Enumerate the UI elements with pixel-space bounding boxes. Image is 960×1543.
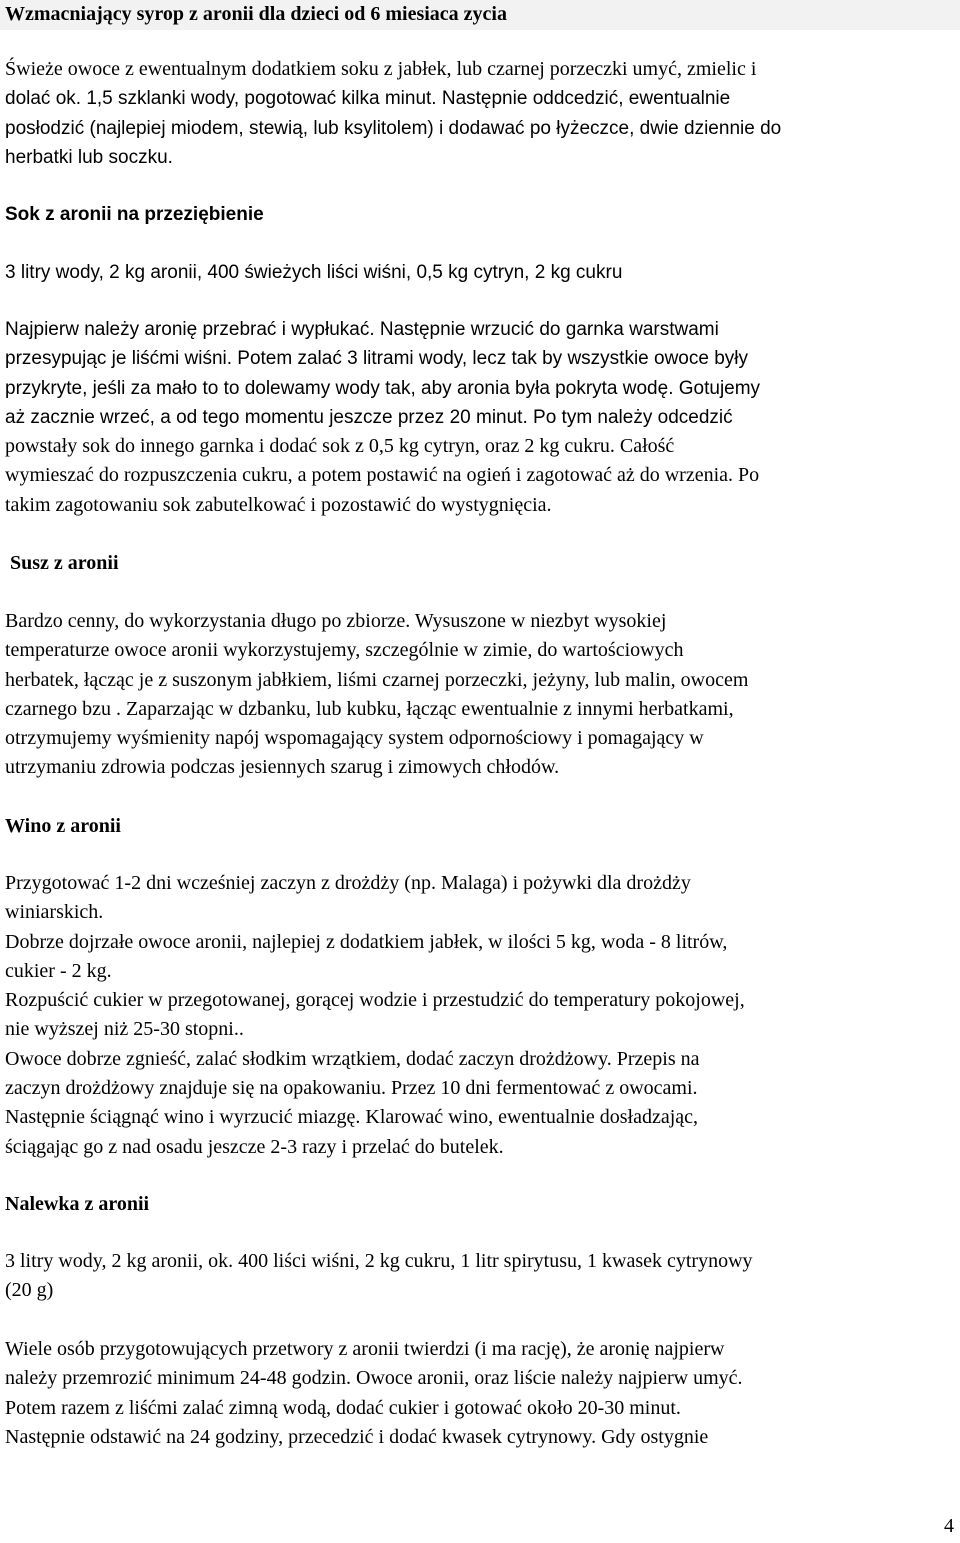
recipe-body-liqueur xyxy=(5,1335,957,1452)
text-line: (20 g) xyxy=(5,1279,54,1302)
text-line: Owoce dobrze zgnieść, zalać słodkim wrzątkiem, dodać zaczyn drożdżowy. Przepis na xyxy=(5,1047,700,1070)
text-line: ściągając go z nad osadu jeszcze 2-3 razy i przelać do butelek. xyxy=(5,1135,504,1158)
text-line: Następnie odstawić na 24 godziny, przecedzić i dodać kwasek cytrynowy. Gdy ostygnie xyxy=(5,1425,709,1448)
text-line: przykryte, jeśli za mało to to dolewamy wody tak, aby aronia była pokryta wodę. Gotujemy xyxy=(5,377,761,399)
text-line: wymieszać do rozpuszczenia cukru, a potem postawić na ogień i zagotować aż do wrzenia. Po xyxy=(5,464,760,487)
text-line: czarnego bzu . Zaparzając w dzbanku, lub kubku, łącząc ewentualnie z innymi herbatkami, xyxy=(5,697,734,720)
recipe-ingredients-juice xyxy=(5,258,957,287)
text-line: nie wyższej niż 25-30 stopni.. xyxy=(5,1018,244,1041)
text-line: Przygotować 1-2 dni wcześniej zaczyn z drożdży (np. Malaga) i pożywki dla drożdży xyxy=(5,872,691,894)
recipe-body-syrup xyxy=(5,55,957,172)
recipe-body-juice xyxy=(5,315,957,520)
recipe-title-dried: Susz z aronii xyxy=(10,552,119,574)
text-line: powstały sok do innego garnka i dodać sok z 0,5 kg cytryn, oraz 2 kg cukru. Całość xyxy=(5,435,675,458)
recipe-title-liqueur: Nalewka z aronii xyxy=(5,1193,150,1215)
text-line: Najpierw należy aronię przebrać i wypłukać. Następnie wrzucić do garnka warstwami xyxy=(5,319,719,340)
text-line: winiarskich. xyxy=(5,901,104,924)
recipe-body-wine xyxy=(5,869,957,1162)
text-line: Potem razem z liśćmi zalać zimną wodą, dodać cukier i gotować około 20-30 minut. xyxy=(5,1396,681,1419)
text-line: przesypując je liśćmi wiśni. Potem zalać 3 litrami wody, lecz tak by wszystkie owoce były xyxy=(5,348,748,370)
text-line: Świeże owoce z ewentualnym dodatkiem soku z jabłek, lub czarnej porzeczki umyć, zmielic i xyxy=(5,58,757,80)
text-line: posłodzić (najlepiej miodem, stewią, lub ksylitolem) i dodawać po łyżeczce, dwie dziennie do xyxy=(5,117,782,139)
text-line: herbatek, łącząc je z suszonym jabłkiem, liśmi czarnej porzeczki, jeżyny, lub malin, owocem xyxy=(5,668,749,691)
text-line: Następnie ściągnąć wino i wyrzucić miazgę. Klarować wino, ewentualnie dosładzając, xyxy=(5,1106,699,1129)
page-number: 4 xyxy=(944,1515,954,1537)
text-line: Bardzo cenny, do wykorzystania długo po zbiorze. Wysuszone w niezbyt wysokiej xyxy=(5,610,667,632)
text-line: takim zagotowaniu sok zabutelkować i pozostawić do wystygnięcia. xyxy=(5,493,552,516)
text-line: należy przemrozić minimum 24-48 godzin. Owoce aronii, oraz liście należy najpierw umyć. xyxy=(5,1367,743,1390)
text-line: Wiele osób przygotowujących przetwory z aronii twierdzi (i ma rację), że aronię najpierw xyxy=(5,1338,725,1360)
text-line: utrzymaniu zdrowia podczas jesiennych szarug i zimowych chłodów. xyxy=(5,756,560,779)
text-line: cukier - 2 kg. xyxy=(5,959,112,982)
recipe-title-juice: Sok z aronii na przeziębienie xyxy=(5,204,264,225)
text-line: Rozpuścić cukier w przegotowanej, gorącej wodzie i przestudzić do temperatury pokojowej, xyxy=(5,989,745,1012)
recipe-body-dried xyxy=(5,607,957,783)
text-line: zaczyn drożdżowy znajduje się na opakowaniu. Przez 10 dni fermentować z owocami. xyxy=(5,1077,698,1100)
text-line: 3 litry wody, 2 kg aronii, 400 świeżych liści wiśni, 0,5 kg cytryn, 2 kg cukru xyxy=(5,262,623,283)
text-line: otrzymujemy wyśmienity napój wspomagający system odpornościowy i pomagający w xyxy=(5,727,704,750)
recipe-title-syrup: Wzmacniający syrop z aronii dla dzieci od 6 miesiaca zycia xyxy=(5,3,507,25)
text-line: temperaturze owoce aronii wykorzystujemy, szczególnie w zimie, do wartościowych xyxy=(5,639,684,662)
text-line: Dobrze dojrzałe owoce aronii, najlepiej z dodatkiem jabłek, w ilości 5 kg, woda - 8 litrów, xyxy=(5,930,728,953)
recipe-ingredients-liqueur xyxy=(5,1247,957,1306)
text-line: dolać ok. 1,5 szklanki wody, pogotować kilka minut. Następnie oddcedzić, ewentualnie xyxy=(5,88,731,110)
text-line: aż zacznie wrzeć, a od tego momentu jeszcze przez 20 minut. Po tym należy odcedzić xyxy=(5,406,733,428)
text-line: 3 litry wody, 2 kg aronii, ok. 400 liści wiśni, 2 kg cukru, 1 litr spirytusu, 1 kwasek cytrynowy xyxy=(5,1250,753,1272)
recipe-title-wine: Wino z aronii xyxy=(5,815,121,837)
text-line: herbatki lub soczku. xyxy=(5,146,173,168)
